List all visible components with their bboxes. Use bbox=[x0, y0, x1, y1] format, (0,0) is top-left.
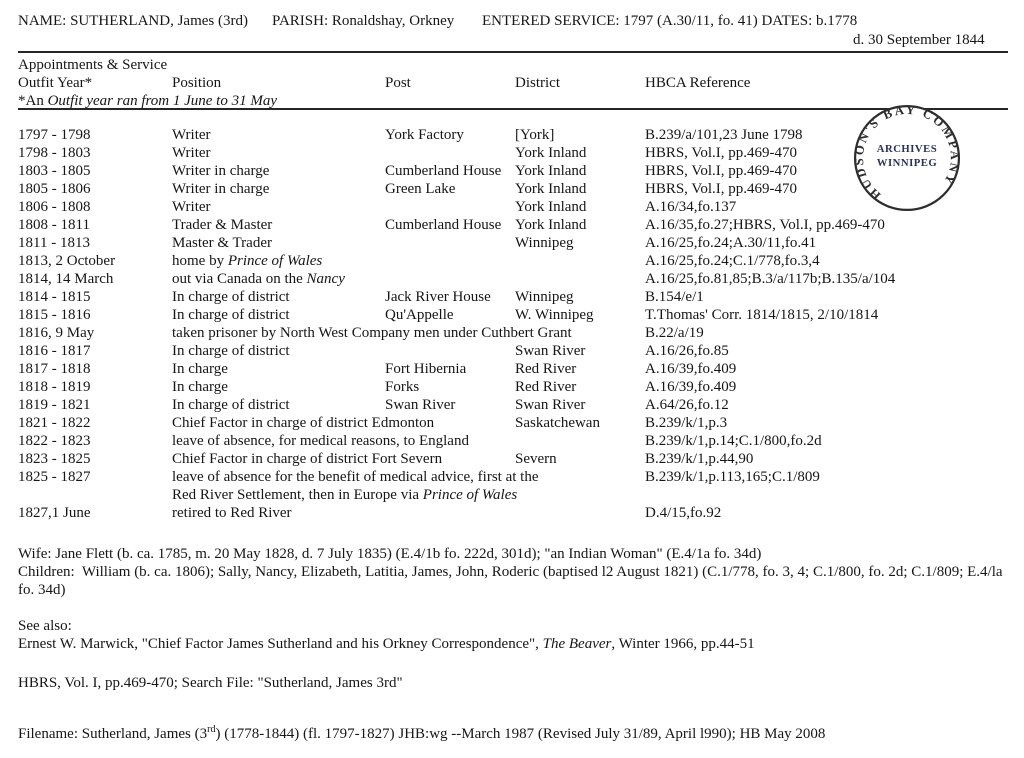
post-cell: Jack River House bbox=[385, 289, 491, 305]
table-row bbox=[18, 342, 1008, 360]
reference-cell: A.16/25,fo.24;A.30/11,fo.41 bbox=[645, 235, 817, 251]
position-cell bbox=[172, 432, 645, 450]
reference-cell: T.Thomas' Corr. 1814/1815, 2/10/1814 bbox=[645, 307, 879, 323]
stamp-center-line2: WINNIPEG bbox=[876, 157, 938, 170]
position-cell bbox=[172, 144, 385, 162]
reference-cell: B.239/k/1,p.113,165;C.1/809 bbox=[645, 469, 820, 485]
post-cell: Green Lake bbox=[385, 181, 456, 197]
see-also-label: See also: bbox=[18, 618, 72, 634]
position-text: In charge bbox=[172, 379, 228, 395]
outfit-year-cell: 1815 - 1816 bbox=[18, 307, 91, 323]
position-text: In charge bbox=[172, 361, 228, 377]
outfit-year-cell: 1814, 14 March bbox=[18, 271, 114, 287]
header-divider-rule bbox=[18, 51, 1008, 53]
column-header-hbca-reference: HBCA Reference bbox=[645, 75, 751, 91]
table-row bbox=[18, 216, 1008, 234]
district-cell: Red River bbox=[515, 361, 577, 377]
filename-prefix: Filename: Sutherland, James (3 bbox=[18, 726, 208, 742]
reference-cell: A.16/26,fo.85 bbox=[645, 343, 729, 359]
table-row bbox=[18, 504, 1008, 522]
column-header-position: Position bbox=[172, 75, 222, 91]
position-text-italic: Prince of Wales bbox=[227, 253, 323, 269]
outfit-year-cell: 1813, 2 October bbox=[18, 253, 116, 269]
district-cell: Winnipeg bbox=[515, 235, 574, 251]
column-header-post: Post bbox=[385, 75, 411, 91]
table-row bbox=[18, 360, 1008, 378]
post-cell: Qu'Appelle bbox=[385, 307, 454, 323]
reference-cell: HBRS, Vol.I, pp.469-470 bbox=[645, 181, 797, 197]
position-cell bbox=[172, 504, 645, 522]
reference-title-italic: The Beaver bbox=[542, 636, 612, 652]
outfit-year-cell: 1816, 9 May bbox=[18, 325, 95, 341]
district-cell: Red River bbox=[515, 379, 577, 395]
position-text: Writer in charge bbox=[172, 163, 270, 179]
reference-cell: A.64/26,fo.12 bbox=[645, 397, 729, 413]
district-cell: [York] bbox=[515, 127, 555, 143]
position-text: Master & Trader bbox=[172, 235, 272, 251]
hbca-archives-stamp bbox=[851, 102, 963, 214]
filename-line bbox=[18, 725, 1010, 743]
position-cell bbox=[172, 450, 515, 468]
position-cell bbox=[172, 378, 385, 396]
position-cell bbox=[172, 126, 385, 144]
header-death-date: d. 30 September 1844 bbox=[853, 32, 985, 48]
post-cell bbox=[385, 198, 515, 216]
column-header-outfit-year: Outfit Year* bbox=[18, 75, 93, 91]
position-text: Writer in charge bbox=[172, 181, 270, 197]
table-row bbox=[18, 414, 1008, 432]
district-cell: W. Winnipeg bbox=[515, 307, 594, 323]
filename-ordinal-sup: rd bbox=[207, 724, 216, 735]
district-cell: York Inland bbox=[515, 145, 587, 161]
reference-cell: B.239/k/1,p.44,90 bbox=[645, 451, 754, 467]
outfit-year-cell: 1818 - 1819 bbox=[18, 379, 91, 395]
stamp-center-line1: ARCHIVES bbox=[876, 142, 938, 155]
table-row bbox=[18, 468, 1008, 486]
district-cell: Winnipeg bbox=[515, 289, 574, 305]
outfit-year-cell: 1808 - 1811 bbox=[18, 217, 90, 233]
position-text: In charge of district bbox=[172, 343, 290, 359]
position-text: Red River Settlement, then in Europe via bbox=[172, 487, 423, 503]
outfit-year-cell: 1816 - 1817 bbox=[18, 343, 91, 359]
district-cell: York Inland bbox=[515, 163, 587, 179]
position-text-italic: Nancy bbox=[306, 271, 345, 287]
district-cell: York Inland bbox=[515, 217, 587, 233]
position-text: Chief Factor in charge of district Fort Severn bbox=[172, 451, 443, 467]
stamp-ring-text: HUDSON'S BAY COMPANY bbox=[851, 102, 963, 203]
position-text: taken prisoner by North West Company men under Cuthbert Grant bbox=[172, 325, 572, 341]
position-cell bbox=[172, 360, 385, 378]
reference-cell: A.16/39,fo.409 bbox=[645, 361, 737, 377]
position-cell bbox=[172, 486, 645, 504]
outfit-year-cell: 1806 - 1808 bbox=[18, 199, 91, 215]
district-cell: Severn bbox=[515, 451, 557, 467]
section-title: Appointments & Service bbox=[18, 57, 168, 73]
outfit-year-cell: 1797 - 1798 bbox=[18, 127, 91, 143]
outfit-year-cell: 1827,1 June bbox=[18, 505, 91, 521]
district-cell: Swan River bbox=[515, 343, 586, 359]
post-cell bbox=[385, 234, 515, 252]
footnote-italic: Outfit year ran from 1 June to 31 May bbox=[47, 93, 278, 109]
district-cell: York Inland bbox=[515, 181, 587, 197]
position-text: In charge of district bbox=[172, 289, 290, 305]
reference-cell: B.239/k/1,p.14;C.1/800,fo.2d bbox=[645, 433, 822, 449]
reference-cell: A.16/25,fo.24;C.1/778,fo.3,4 bbox=[645, 253, 820, 269]
table-row bbox=[18, 306, 1008, 324]
position-text: Writer bbox=[172, 127, 211, 143]
district-cell: Saskatchewan bbox=[515, 415, 600, 431]
reference-suffix: , Winter 1966, pp.44-51 bbox=[611, 636, 755, 652]
outfit-year-cell: 1825 - 1827 bbox=[18, 469, 91, 485]
post-cell: York Factory bbox=[385, 127, 464, 143]
table-row bbox=[18, 432, 1008, 450]
post-cell bbox=[385, 144, 515, 162]
post-cell: Cumberland House bbox=[385, 217, 502, 233]
outfit-year-cell: 1811 - 1813 bbox=[18, 235, 90, 251]
position-cell bbox=[172, 306, 385, 324]
reference-cell: B.239/a/101,23 June 1798 bbox=[645, 127, 803, 143]
outfit-year-cell: 1821 - 1822 bbox=[18, 415, 91, 431]
table-row bbox=[18, 324, 1008, 342]
post-cell: Cumberland House bbox=[385, 163, 502, 179]
position-cell bbox=[172, 180, 385, 198]
position-cell bbox=[172, 396, 385, 414]
outfit-year-cell: 1805 - 1806 bbox=[18, 181, 91, 197]
reference-cell: B.22/a/19 bbox=[645, 325, 704, 341]
search-file-line: HBRS, Vol. I, pp.469-470; Search File: "Sutherland, James 3rd" bbox=[18, 675, 403, 691]
footnote-prefix: *An bbox=[18, 93, 48, 109]
stamp-graphic bbox=[851, 102, 963, 214]
reference-cell: B.239/k/1,p.3 bbox=[645, 415, 728, 431]
position-text: Trader & Master bbox=[172, 217, 273, 233]
table-row bbox=[18, 378, 1008, 396]
children-line: Children: William (b. ca. 1806); Sally, Nancy, Elizabeth, Latitia, James, John, Roderic (baptised l2 August 1821) (C.1/778, fo. 3, 4; C.1/800, fo. 2d; C.1/809; E.4/la fo. 34d) bbox=[18, 564, 1007, 598]
reference-cell: A.16/25,fo.81,85;B.3/a/117b;B.135/a/104 bbox=[645, 271, 896, 287]
position-text: out via Canada on the bbox=[172, 271, 307, 287]
position-cell bbox=[172, 252, 645, 270]
filename-suffix: ) (1778-1844) (fl. 1797-1827) JHB:wg --March 1987 (Revised July 31/89, April l990); HB May 2008 bbox=[215, 726, 826, 742]
reference-cell: A.16/39,fo.409 bbox=[645, 379, 737, 395]
position-cell bbox=[172, 468, 645, 486]
reference-cell: A.16/34,fo.137 bbox=[645, 199, 737, 215]
position-text: Writer bbox=[172, 145, 211, 161]
position-text: leave of absence for the benefit of medical advice, first at the bbox=[172, 469, 539, 485]
position-text: In charge of district bbox=[172, 307, 290, 323]
post-cell bbox=[385, 342, 515, 360]
table-row bbox=[18, 450, 1008, 468]
position-text: home by bbox=[172, 253, 228, 269]
position-cell bbox=[172, 234, 385, 252]
see-also-reference bbox=[18, 635, 1010, 653]
outfit-year-cell: 1823 - 1825 bbox=[18, 451, 91, 467]
outfit-year-cell: 1817 - 1818 bbox=[18, 361, 91, 377]
post-cell: Fort Hibernia bbox=[385, 361, 467, 377]
outfit-year-cell: 1819 - 1821 bbox=[18, 397, 91, 413]
table-row bbox=[18, 252, 1008, 270]
table-column-headers bbox=[18, 74, 1008, 92]
position-text: leave of absence, for medical reasons, to England bbox=[172, 433, 469, 449]
header-name: NAME: SUTHERLAND, James (3rd) bbox=[18, 13, 248, 29]
position-text: In charge of district bbox=[172, 397, 290, 413]
reference-cell: B.154/e/1 bbox=[645, 289, 704, 305]
wife-line: Wife: Jane Flett (b. ca. 1785, m. 20 May 1828, d. 7 July 1835) (E.4/1b fo. 222d, 301d); "an Indian Woman" (E.4/1a fo. 34d) bbox=[18, 546, 762, 562]
header-entered-service: ENTERED SERVICE: 1797 (A.30/11, fo. 41) DATES: b.1778 bbox=[482, 13, 858, 29]
reference-cell: HBRS, Vol.I, pp.469-470 bbox=[645, 145, 797, 161]
post-cell: Swan River bbox=[385, 397, 456, 413]
reference-cell: HBRS, Vol.I, pp.469-470 bbox=[645, 163, 797, 179]
position-cell bbox=[172, 270, 645, 288]
table-row bbox=[18, 270, 1008, 288]
outfit-year-cell: 1814 - 1815 bbox=[18, 289, 91, 305]
reference-cell bbox=[645, 486, 1008, 504]
outfit-year-cell: 1798 - 1803 bbox=[18, 145, 91, 161]
table-row bbox=[18, 288, 1008, 306]
position-cell bbox=[172, 414, 515, 432]
reference-prefix: Ernest W. Marwick, "Chief Factor James Sutherland and his Orkney Correspondence", bbox=[18, 636, 543, 652]
position-cell bbox=[172, 216, 385, 234]
post-cell: Forks bbox=[385, 379, 420, 395]
column-header-district: District bbox=[515, 75, 560, 91]
district-cell: York Inland bbox=[515, 199, 587, 215]
position-text-italic: Prince of Wales bbox=[422, 487, 518, 503]
position-text: Chief Factor in charge of district Edmonton bbox=[172, 415, 435, 431]
position-cell bbox=[172, 162, 385, 180]
position-text: retired to Red River bbox=[172, 505, 292, 521]
table-row bbox=[18, 234, 1008, 252]
outfit-year-cell: 1803 - 1805 bbox=[18, 163, 91, 179]
table-row bbox=[18, 396, 1008, 414]
outfit-year-cell bbox=[18, 486, 172, 504]
table-row bbox=[18, 486, 1008, 504]
outfit-year-cell: 1822 - 1823 bbox=[18, 433, 91, 449]
position-cell bbox=[172, 288, 385, 306]
position-cell bbox=[172, 324, 645, 342]
reference-cell: A.16/35,fo.27;HBRS, Vol.I, pp.469-470 bbox=[645, 217, 885, 233]
header-parish: PARISH: Ronaldshay, Orkney bbox=[272, 13, 455, 29]
position-cell bbox=[172, 342, 385, 360]
district-cell: Swan River bbox=[515, 397, 586, 413]
position-text: Writer bbox=[172, 199, 211, 215]
reference-cell: D.4/15,fo.92 bbox=[645, 505, 722, 521]
position-cell bbox=[172, 198, 385, 216]
